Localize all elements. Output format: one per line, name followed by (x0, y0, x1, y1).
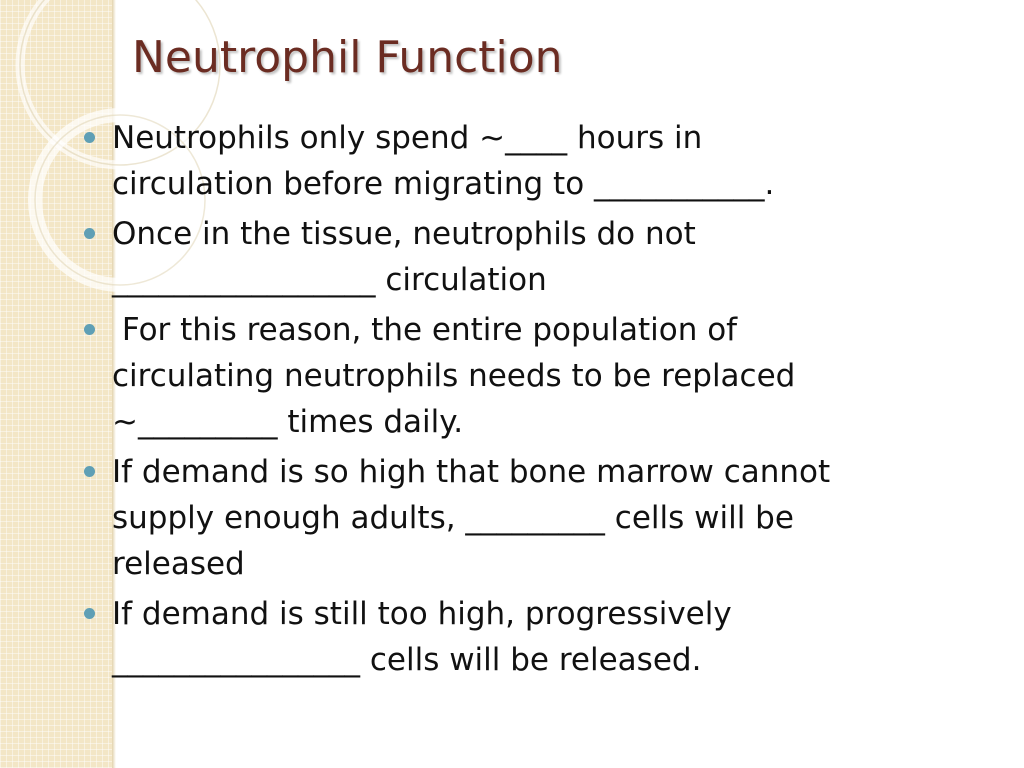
bullet-line: _________________ circulation (112, 262, 547, 298)
bullet-line: ________________ cells will be released. (112, 642, 702, 678)
bullet-line: circulation before migrating to ___________. (112, 166, 775, 202)
bullet-list (0, 115, 1024, 687)
bullet-item (0, 591, 1024, 683)
bullet-icon (84, 228, 95, 239)
bullet-line: Once in the tissue, neutrophils do not (112, 216, 696, 252)
bullet-item (0, 115, 1024, 207)
bullet-line: supply enough adults, _________ cells will be (112, 500, 794, 536)
bullet-line: circulating neutrophils needs to be replaced (112, 358, 796, 394)
bullet-line: If demand is still too high, progressively (112, 596, 732, 632)
bullet-icon (84, 324, 95, 335)
bullet-item (0, 449, 1024, 587)
bullet-icon (84, 608, 95, 619)
bullet-line: Neutrophils only spend ~____ hours in (112, 120, 703, 156)
bullet-line: If demand is so high that bone marrow cannot (112, 454, 831, 490)
slide-title: Neutrophil Function (132, 32, 563, 83)
bullet-line: For this reason, the entire population of (112, 312, 738, 348)
bullet-line: released (112, 546, 245, 582)
bullet-line: ~_________ times daily. (112, 404, 464, 440)
bullet-item (0, 307, 1024, 445)
bullet-icon (84, 132, 95, 143)
bullet-item (0, 211, 1024, 303)
bullet-icon (84, 466, 95, 477)
